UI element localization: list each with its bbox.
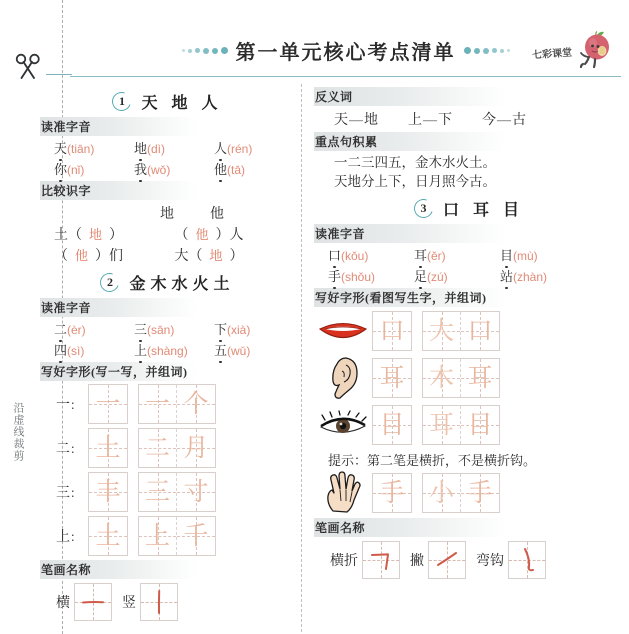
- pinyin-item: 上(shàng): [134, 343, 188, 358]
- pinyin-item: 我(wǒ): [134, 162, 171, 177]
- write-row: [40, 384, 295, 424]
- compare-blank-item: （ 他 ）人: [174, 227, 244, 243]
- pinyin-item: 下(xià): [214, 322, 251, 337]
- write-row-label: 一：: [55, 398, 82, 413]
- write-row: [40, 472, 295, 512]
- practice-grid-single[interactable]: [88, 428, 128, 468]
- picture-write-row: [314, 471, 624, 515]
- cut-rule: [46, 74, 72, 75]
- key-sentence: 天地分上下，日月照今古。: [334, 174, 496, 189]
- pinyin-item: 五(wǔ): [214, 343, 251, 358]
- s2-pinyin-row-1: [40, 319, 295, 338]
- s1-pinyin-row-1: [40, 138, 295, 157]
- picture-write-row: [314, 309, 624, 353]
- compare-top-chars: [40, 203, 295, 223]
- grid-cell[interactable]: 土: [89, 429, 127, 467]
- stroke-item: [476, 541, 546, 579]
- title-dots-left: [182, 47, 228, 54]
- compare-blank-item: （ 他 ）们: [54, 248, 124, 264]
- pinyin-item: 足(zú): [414, 269, 448, 284]
- heng-stroke-icon[interactable]: [74, 583, 112, 621]
- pinyin-item: 三(sān): [134, 322, 175, 337]
- pinyin-item: 你(nǐ): [54, 162, 85, 177]
- write-row: [40, 428, 295, 468]
- pinyin-item: 他(tā): [214, 162, 246, 177]
- s2-write-grids: [40, 384, 295, 556]
- grid-cell[interactable]: 口: [461, 312, 499, 350]
- practice-grid-single[interactable]: [372, 405, 412, 445]
- s3-stroke-row: [314, 541, 624, 579]
- stroke-label: 撇: [410, 554, 424, 569]
- sentences-heading: 重点句积累: [314, 132, 624, 151]
- s3-pinyin-row-1: [314, 245, 624, 264]
- section-2-title: 金木水火土: [129, 276, 235, 293]
- antonym-pair: 天—地: [334, 113, 378, 128]
- compare-char: 他: [210, 207, 224, 222]
- stroke-item: [56, 583, 112, 621]
- practice-grid-word[interactable]: [422, 311, 500, 351]
- practice-grid-word[interactable]: [138, 384, 216, 424]
- stroke-item: [410, 541, 466, 579]
- practice-grid-word[interactable]: [138, 516, 216, 556]
- pinyin-item: 口(kǒu): [328, 248, 369, 263]
- s3-read-heading: 读准字音: [314, 224, 624, 243]
- grid-cell[interactable]: 小: [423, 474, 461, 512]
- s1-pinyin-row-2: [40, 159, 295, 178]
- s2-read-heading: 读准字音: [40, 298, 295, 317]
- grid-cell[interactable]: 月: [177, 429, 215, 467]
- write-row: [40, 516, 295, 556]
- compare-blank-item: 土（ 地 ）: [54, 227, 124, 243]
- grid-cell[interactable]: 丰: [89, 473, 127, 511]
- pinyin-item: 耳(ěr): [414, 248, 446, 263]
- grid-cell[interactable]: 一: [89, 385, 127, 423]
- section-1-title: 天 地 人: [141, 95, 223, 112]
- mouth-icon: [314, 309, 372, 353]
- section-1-heading: [40, 90, 295, 113]
- brand-logo: [532, 30, 615, 74]
- practice-grid-word[interactable]: [138, 428, 216, 468]
- grid-cell[interactable]: 目: [461, 406, 499, 444]
- antonym-pair: 今—古: [482, 113, 526, 128]
- writing-hint: 提示：第二笔是横折，不是横折钩。: [328, 453, 537, 468]
- compare-row: [40, 224, 295, 244]
- header-divider: [70, 76, 621, 77]
- grid-cell[interactable]: 口: [373, 312, 411, 350]
- eye-icon: [314, 403, 372, 447]
- section-3-heading: [314, 197, 624, 220]
- page-header: [70, 22, 621, 74]
- compare-blank-item: 大（ 地 ）: [174, 248, 244, 264]
- pinyin-item: 目(mù): [500, 248, 538, 263]
- right-column: [312, 84, 624, 634]
- stroke-item: [330, 541, 400, 579]
- antonym-pair: 上—下: [408, 113, 452, 128]
- picture-write-row: [314, 403, 624, 447]
- pinyin-item: 四(sì): [54, 343, 85, 358]
- ear-icon: [314, 356, 372, 400]
- left-column: [40, 84, 295, 634]
- section-3-title: 口 耳 目: [442, 202, 524, 219]
- pinyin-item: 二(èr): [54, 322, 86, 337]
- s2-pinyin-row-2: [40, 340, 295, 359]
- picture-write-row: [314, 356, 624, 400]
- grid-cell[interactable]: 手: [373, 474, 411, 512]
- practice-grid-single[interactable]: [88, 516, 128, 556]
- write-row-label: 二：: [55, 442, 82, 457]
- stroke-label: 弯钩: [476, 554, 504, 569]
- page-title: 第一单元核心考点清单: [235, 42, 456, 64]
- practice-grid-word[interactable]: [422, 358, 500, 398]
- stroke-label: 竖: [122, 596, 136, 611]
- antonyms-row: [314, 109, 624, 129]
- apple-mascot-icon: [575, 30, 615, 74]
- grid-cell[interactable]: 寸: [177, 473, 215, 511]
- write-row-label: 上：: [55, 530, 82, 545]
- section-1-number: 1: [112, 92, 131, 111]
- grid-cell[interactable]: 上: [139, 517, 177, 555]
- section-2-number: 2: [100, 273, 119, 292]
- practice-grid-single[interactable]: [372, 473, 412, 513]
- write-row-label: 三：: [55, 486, 82, 501]
- pie-stroke-icon[interactable]: [428, 541, 466, 579]
- s3-write-heading: 写好字形(看图写生字，并组词): [314, 288, 624, 307]
- hengzhe-stroke-icon[interactable]: [362, 541, 400, 579]
- compare-row: [40, 245, 295, 265]
- grid-cell[interactable]: 三: [139, 473, 177, 511]
- pinyin-item: 人(rén): [214, 141, 253, 156]
- pinyin-item: 手(shǒu): [328, 269, 376, 284]
- s2-write-heading: 写好字形(写一写，并组词): [40, 362, 295, 381]
- grid-cell[interactable]: 大: [423, 312, 461, 350]
- practice-grid-word[interactable]: [422, 473, 500, 513]
- cut-instruction: 沿虚线裁剪: [12, 402, 24, 462]
- s2-stroke-row: [40, 583, 295, 621]
- s1-read-heading: 读准字音: [40, 117, 295, 136]
- wangou-stroke-icon[interactable]: [508, 541, 546, 579]
- stroke-item: [122, 583, 178, 621]
- scissors-icon: [12, 48, 46, 82]
- grid-cell[interactable]: 千: [177, 517, 215, 555]
- antonyms-heading: 反义词: [314, 87, 624, 106]
- grid-cell[interactable]: 目: [373, 406, 411, 444]
- section-2-heading: [40, 271, 295, 294]
- s3-stroke-heading: 笔画名称: [314, 518, 624, 537]
- brand-label: 七彩课堂: [531, 47, 573, 61]
- grid-cell[interactable]: 耳: [423, 406, 461, 444]
- hand-icon: [314, 471, 372, 515]
- section-3-number: 3: [414, 199, 433, 218]
- practice-grid-single[interactable]: [88, 384, 128, 424]
- stroke-label: 横: [56, 596, 70, 611]
- grid-cell[interactable]: 耳: [461, 359, 499, 397]
- column-divider: [301, 84, 302, 632]
- grid-cell[interactable]: 耳: [373, 359, 411, 397]
- key-sentence: 一二三四五，金木水火土。: [334, 155, 496, 170]
- title-dots-right: [464, 47, 510, 54]
- shu-stroke-icon[interactable]: [140, 583, 178, 621]
- grid-cell[interactable]: 一: [139, 385, 177, 423]
- s3-pinyin-row-2: [314, 266, 624, 285]
- grid-cell[interactable]: 个: [177, 385, 215, 423]
- grid-cell[interactable]: 手: [461, 474, 499, 512]
- pinyin-item: 天(tiān): [54, 141, 95, 156]
- grid-cell[interactable]: 木: [423, 359, 461, 397]
- compare-char: 地: [160, 207, 174, 222]
- stroke-label: 横折: [330, 554, 358, 569]
- practice-grid-single[interactable]: [88, 472, 128, 512]
- grid-cell[interactable]: 二: [139, 429, 177, 467]
- practice-grid-word[interactable]: [138, 472, 216, 512]
- s1-compare-heading: 比较识字: [40, 181, 295, 200]
- practice-grid-word[interactable]: [422, 405, 500, 445]
- practice-grid-single[interactable]: [372, 358, 412, 398]
- s2-stroke-heading: 笔画名称: [40, 560, 295, 579]
- pinyin-item: 站(zhàn): [500, 269, 548, 284]
- pinyin-item: 地(dì): [134, 141, 166, 156]
- practice-grid-single[interactable]: [372, 311, 412, 351]
- grid-cell[interactable]: 土: [89, 517, 127, 555]
